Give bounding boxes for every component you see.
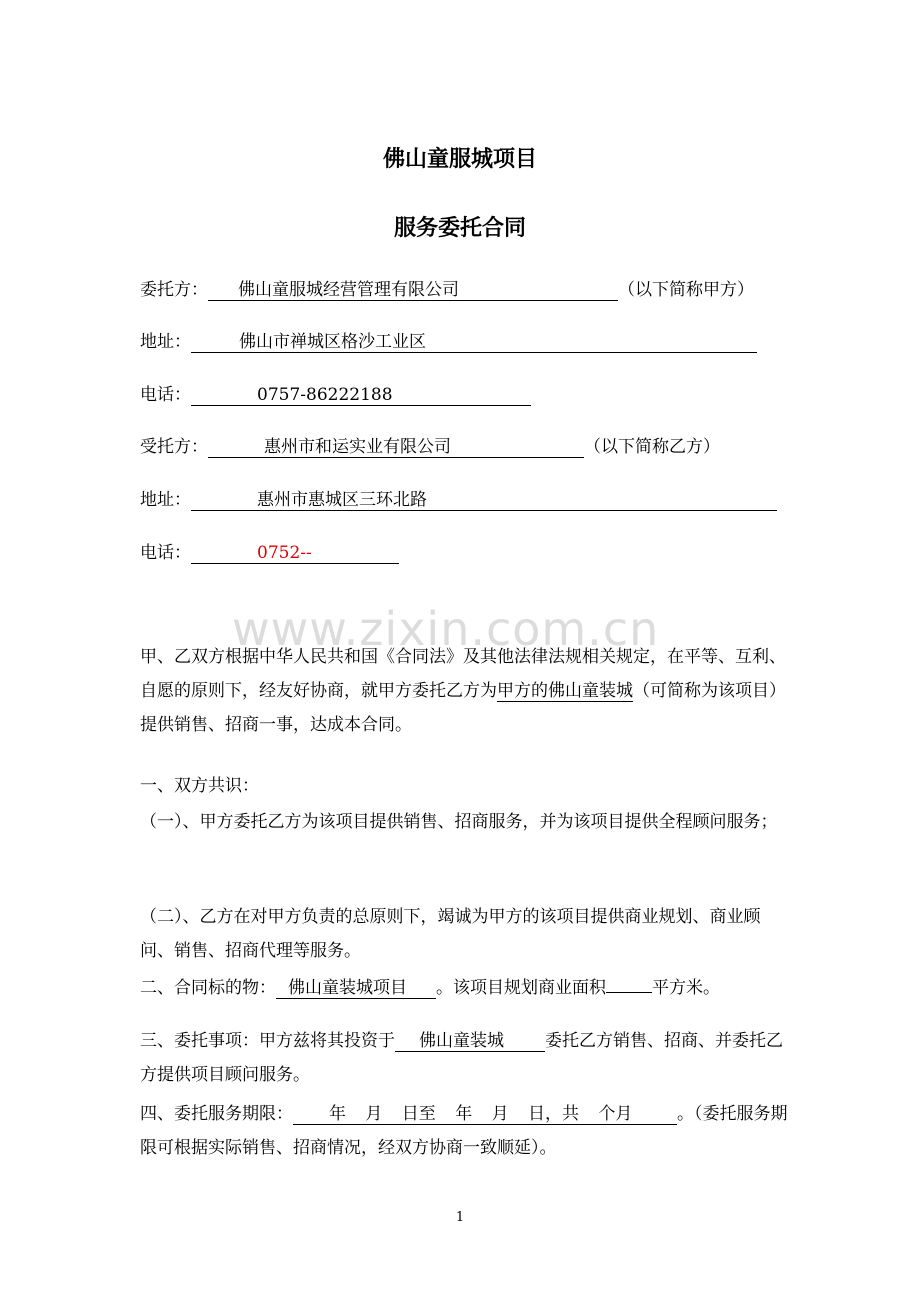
intro-underlined: 甲方的佛山童装城 — [497, 681, 633, 701]
section3-suffix: 委托乙方销售、招商、并委托乙方提供项目顾问服务。 — [140, 1031, 783, 1085]
agent-address-label: 地址： — [140, 490, 191, 510]
agent-label: 受托方： — [140, 437, 208, 457]
section2-middle: 。该项目规划商业面积 — [436, 978, 606, 998]
document-title: 佛山童服城项目 — [382, 147, 537, 172]
intro-text-1: 甲、乙双方根据中华人民共和国《合同法》及其他法律法规相关规定，在平等、互利、自愿的原则下，经友好协商，就甲方委托乙方为 — [140, 647, 786, 701]
document-subtitle: 服务委托合同 — [393, 216, 526, 241]
client-phone-value: 0757-86222188 — [191, 385, 531, 406]
section2-object: 佛山童装城项目 — [276, 978, 436, 999]
watermark: www.zixin.com.cn — [232, 602, 660, 656]
client-address-label: 地址： — [140, 332, 191, 352]
client-label: 委托方： — [140, 280, 208, 300]
page-number: 1 — [455, 1210, 465, 1225]
client-address-value: 佛山市禅城区格沙工业区 — [191, 332, 757, 353]
section3-prefix: 三、委托事项：甲方兹将其投资于 — [140, 1031, 395, 1051]
client-phone-row — [140, 383, 531, 407]
agent-name: 惠州市和运实业有限公司 — [208, 437, 584, 458]
section1-item1: （一）、甲方委托乙方为该项目提供销售、招商服务，并为该项目提供全程顾问服务； — [140, 812, 778, 832]
section2 — [140, 976, 720, 1000]
section4 — [140, 1097, 790, 1165]
section3 — [140, 1024, 790, 1092]
agent-address-value: 惠州市惠城区三环北路 — [191, 490, 777, 511]
area-blank — [606, 992, 652, 993]
intro-paragraph — [140, 640, 790, 742]
intro-text-2: （可简称为该项目）提供销售、招商一事，达成本合同。 — [140, 681, 786, 735]
section3-object: 佛山童装城 — [395, 1031, 545, 1052]
client-name: 佛山童服城经营管理有限公司 — [208, 280, 618, 301]
client-suffix: （以下简称甲方） — [618, 280, 754, 300]
agent-row — [140, 435, 720, 459]
section4-prefix: 四、委托服务期限： — [140, 1104, 293, 1124]
agent-phone-label: 电话： — [140, 543, 191, 563]
section1-item2: （二）、乙方在对甲方负责的总原则下，竭诚为甲方的该项目提供商业规划、商业顾问、销售、招商代理等服务。 — [140, 907, 761, 961]
section4-period: 年 月 日至 年 月 日，共 个月 — [293, 1104, 677, 1125]
section2-suffix: 平方米。 — [652, 978, 720, 998]
agent-suffix: （以下简称乙方） — [584, 437, 720, 457]
agent-phone-value: 0752-- — [191, 543, 399, 564]
section4-suffix: 。（委托服务期限可根据实际销售、招商情况，经双方协商一致顺延）。 — [140, 1104, 788, 1158]
client-phone-label: 电话： — [140, 385, 191, 405]
section2-prefix: 二、合同标的物： — [140, 978, 276, 998]
client-row — [140, 278, 754, 302]
section1-heading: 一、双方共识： — [140, 776, 259, 796]
agent-address-row — [140, 488, 777, 512]
agent-phone-row — [140, 541, 399, 565]
client-address-row — [140, 330, 757, 354]
